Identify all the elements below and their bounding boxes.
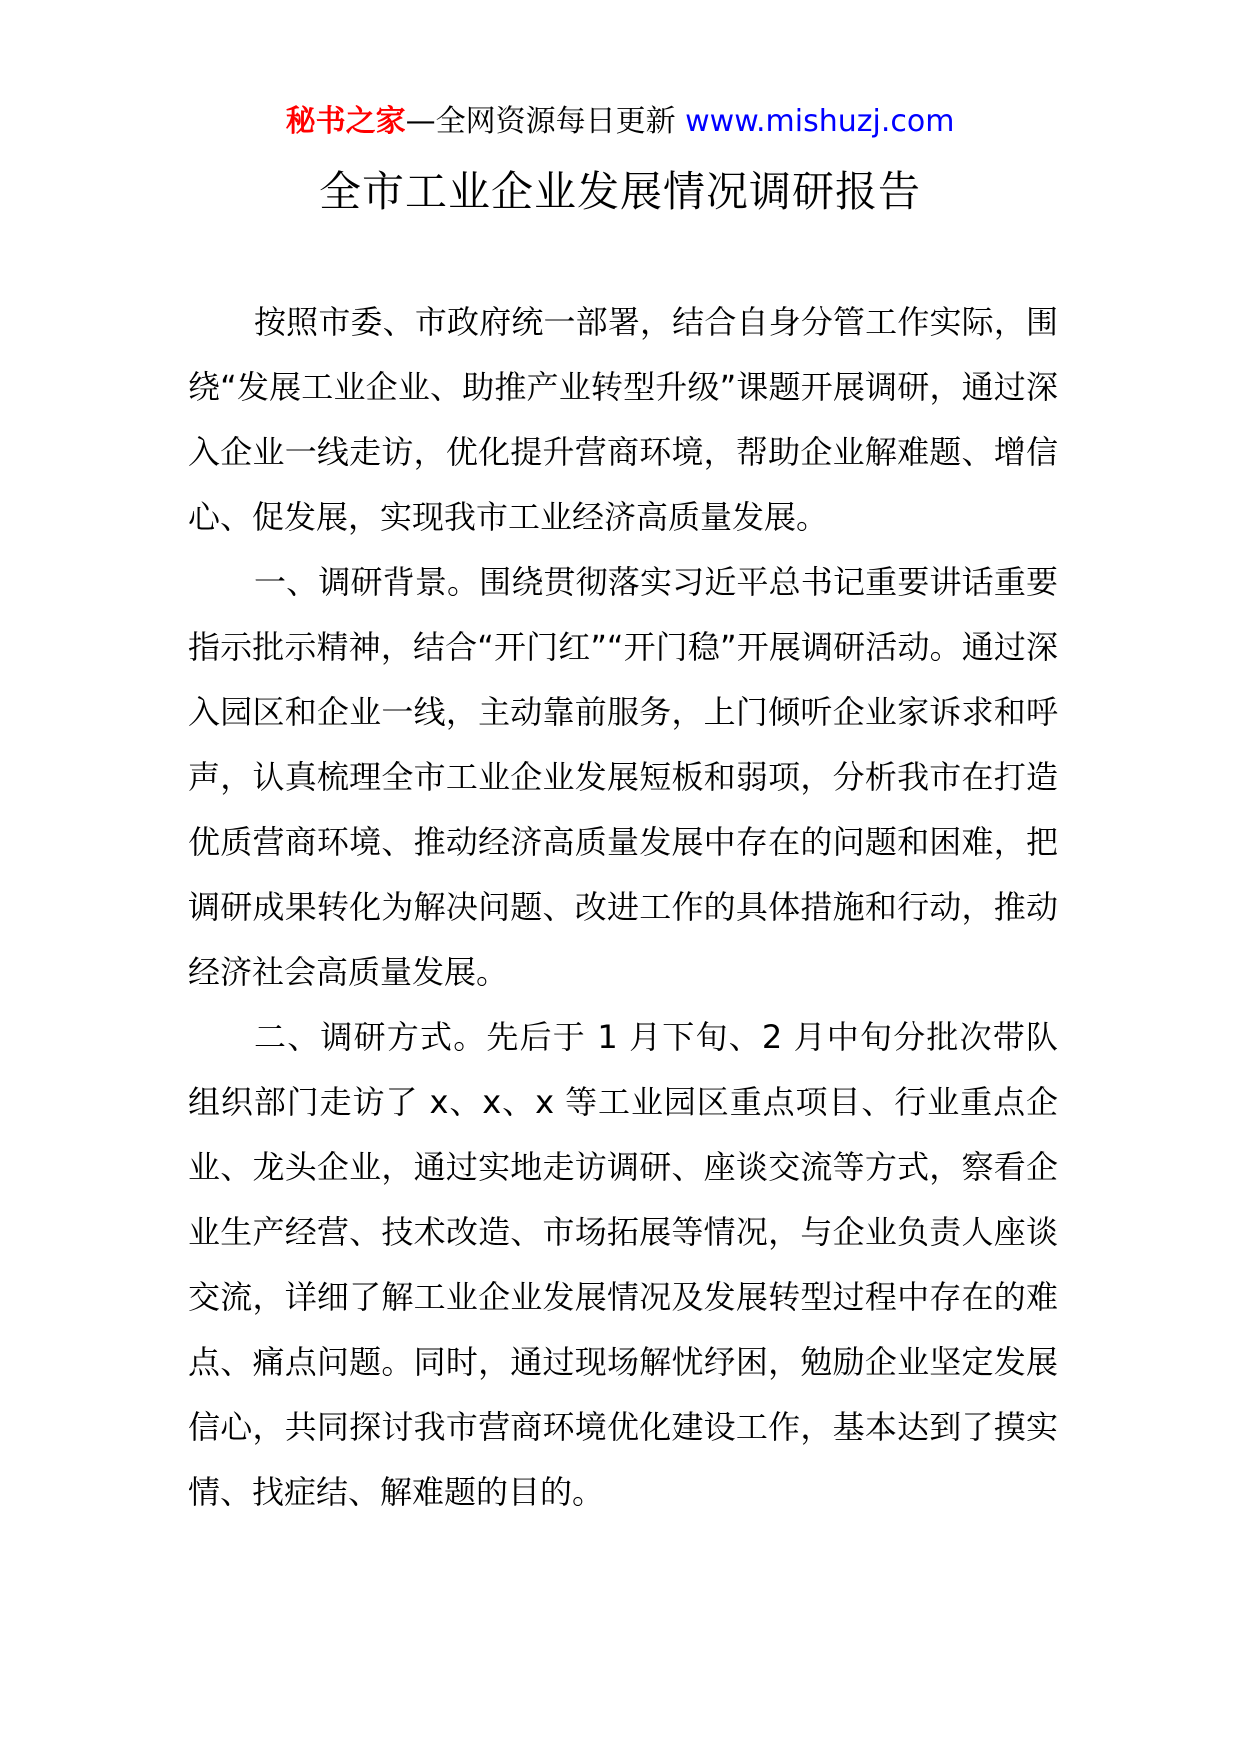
paragraph-method: 二、调研方式。先后于 1 月下旬、2 月中旬分批次带队组织部门走访了 x、x、x 等工业园区重点项目、行业重点企业、龙头企业，通过实地走访调研、座谈交流等方式，察看企业生产经营、技术改造、市场拓展等情况，与企业负责人座谈交流，详细了解工业企业发展情况及发展转型过程中存在的难点、痛点问题。同时，通过现场解忧纾困，勉励企业坚定发展信心，共同探讨我市营商环境优化建设工作，基本达到了摸实情、找症结、解难题的目的。: [188, 1018, 1058, 1511]
document-body: [188, 290, 1058, 1525]
watermark-header: [0, 100, 1240, 144]
website-link[interactable]: www.mishuzj.com: [685, 104, 955, 139]
paragraph-intro: 按照市委、市政府统一部署，结合自身分管工作实际，围绕“发展工业企业、助推产业转型升级”课题开展调研，通过深入企业一线走访，优化提升营商环境，帮助企业解难题、增信心、促发展，实现我市工业经济高质量发展。: [188, 303, 1058, 536]
brand-tagline: —全网资源每日更新: [405, 104, 676, 139]
paragraph-background: 一、调研背景。围绕贯彻落实习近平总书记重要讲话重要指示批示精神，结合“开门红”“开门稳”开展调研活动。通过深入园区和企业一线，主动靠前服务，上门倾听企业家诉求和呼声，认真梳理全市工业企业发展短板和弱项，分析我市在打造优质营商环境、推动经济高质量发展中存在的问题和困难，把调研成果转化为解决问题、改进工作的具体措施和行动，推动经济社会高质量发展。: [188, 563, 1058, 991]
document-title: 全市工业企业发展情况调研报告: [318, 167, 921, 216]
brand-name: 秘书之家: [285, 104, 406, 139]
